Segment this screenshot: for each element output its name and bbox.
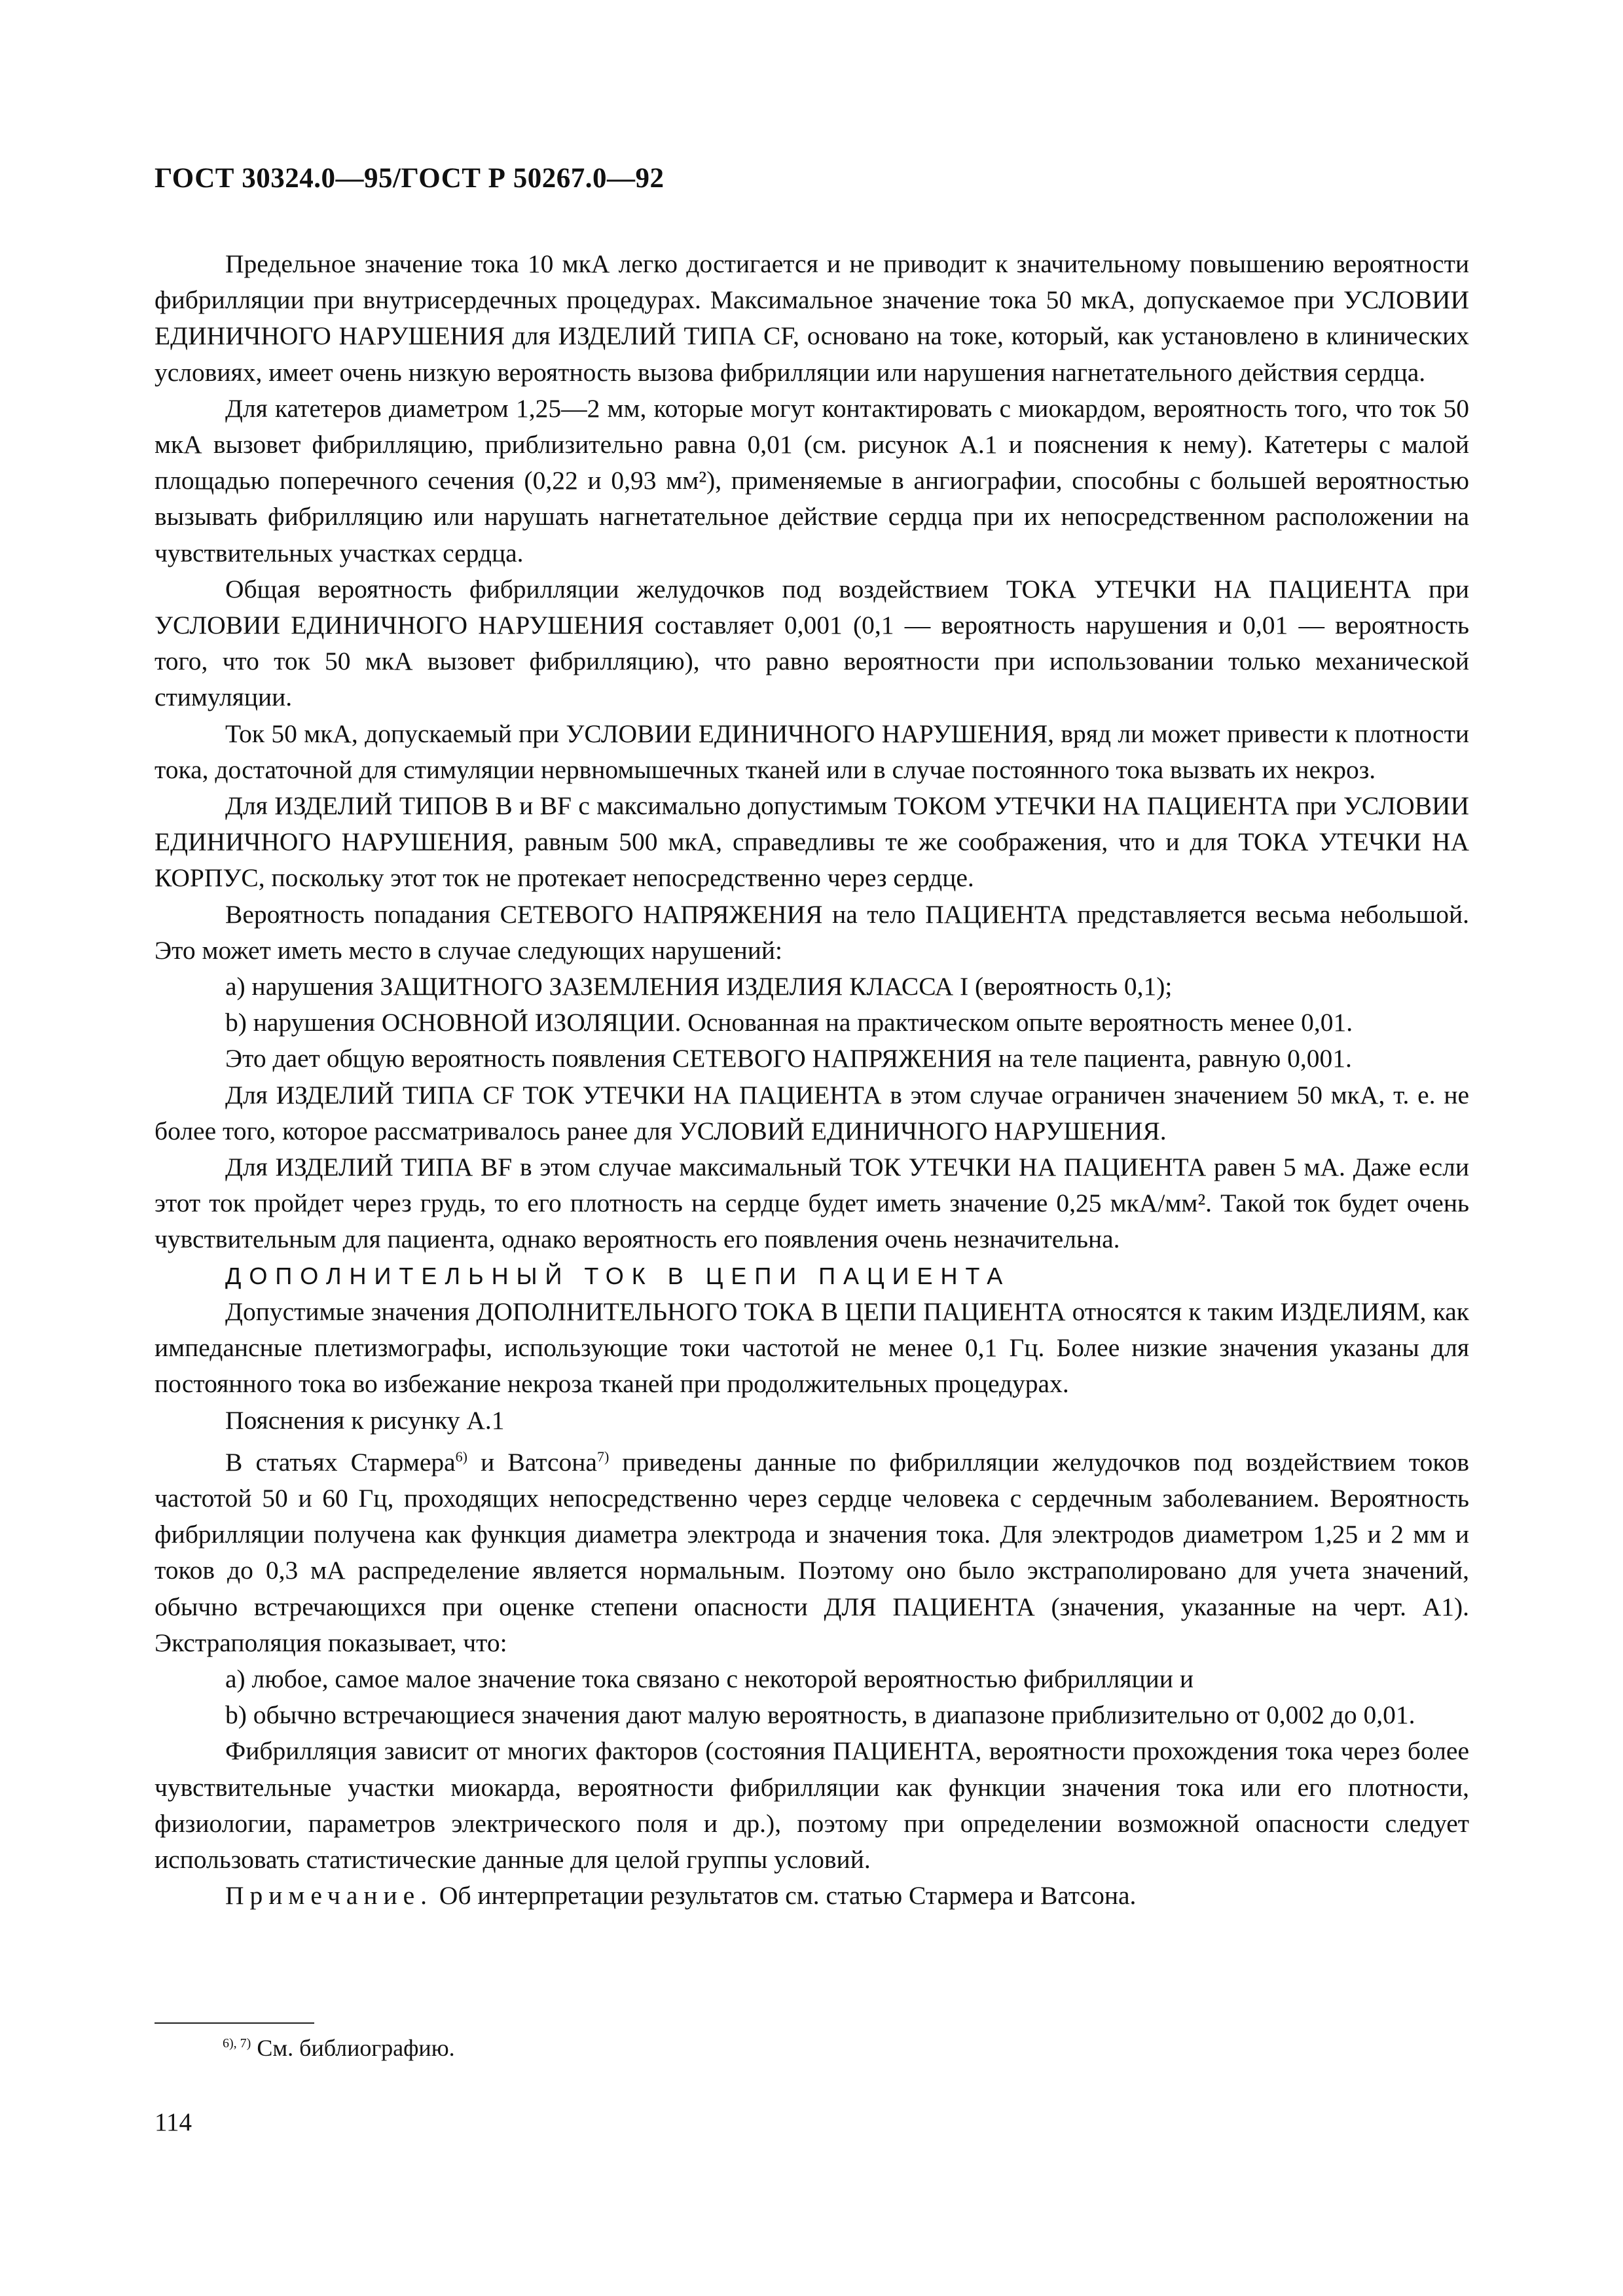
- paragraph: Пояснения к рисунку А.1: [225, 1405, 505, 1435]
- list-item: а) нарушения ЗАЩИТНОГО ЗАЗЕМЛЕНИЯ ИЗДЕЛИЯ КЛАССА I (вероятность 0,1);: [225, 972, 1173, 1001]
- list-item: b) нарушения ОСНОВНОЙ ИЗОЛЯЦИИ. Основанная на практическом опыте вероятность менее 0,01.: [225, 1008, 1353, 1037]
- footnote-marks: 6), 7): [223, 2036, 251, 2051]
- list-item: b) обычно встречающиеся значения дают малую вероятность, в диапазоне приблизительно от 0,002 до 0,01.: [225, 1700, 1415, 1730]
- paragraph: Это дает общую вероятность появления СЕТЕВОГО НАПРЯЖЕНИЯ на теле пациента, равную 0,001.: [225, 1044, 1352, 1073]
- document-header: ГОСТ 30324.0—95/ГОСТ Р 50267.0—92: [155, 163, 665, 194]
- ref-text: В статьях Стармера: [225, 1447, 456, 1477]
- paragraph: Допустимые значения ДОПОЛНИТЕЛЬНОГО ТОКА В ЦЕПИ ПАЦИЕНТА относятся к таким ИЗДЕЛИЯМ, как импедансные плетизмографы, использующие токи частотой не менее 0,1 Гц. Более низкие значения указаны для постоянного тока во избежание некроза тканей при продолжительных процедурах.: [155, 1297, 1469, 1399]
- footnote-ref: 7): [596, 1448, 610, 1465]
- page-number: 114: [155, 2108, 192, 2136]
- ref-text: и Ватсона: [467, 1447, 597, 1477]
- paragraph: Для ИЗДЕЛИЙ ТИПА CF ТОК УТЕЧКИ НА ПАЦИЕНТА в этом случае ограничен значением 50 мкА, т. е. не более того, которое рассматривалось ранее для УСЛОВИЙ ЕДИНИЧНОГО НАРУШЕНИЯ.: [155, 1080, 1469, 1145]
- section-heading: ДОПОЛНИТЕЛЬНЫЙ ТОК В ЦЕПИ ПАЦИЕНТА: [225, 1262, 1011, 1289]
- footnote-text: См. библиографию.: [251, 2035, 455, 2061]
- ref-text: приведены данные по фибрилляции желудочков под воздействием токов частотой 50 и 60 Гц, проходящих непосредственно через сердце человека с сердечным заболеванием. Вероятность фибрилляции получена как функция диаметра электрода и значения тока. Для электродов диаметром 1,25 и 2 мм и токов до 0,3 мА распределение является нормальным. Поэтому оно было экстраполировано для учета значений, обычно встречающихся при оценке степени опасности ДЛЯ ПАЦИЕНТА (значения, указанные на черт. А1). Экстраполяция показывает, что:: [155, 1447, 1470, 1657]
- paragraph: Общая вероятность фибрилляции желудочков под воздействием ТОКА УТЕЧКИ НА ПАЦИЕНТА при УСЛОВИИ ЕДИНИЧНОГО НАРУШЕНИЯ составляет 0,001 (0,1 — вероятность нарушения и 0,01 — вероятность того, что ток 50 мкА вызовет фибрилляцию), что равно вероятности при использовании только механической стимуляции.: [155, 574, 1469, 712]
- paragraph: Для ИЗДЕЛИЙ ТИПОВ В и BF с максимально допустимым ТОКОМ УТЕЧКИ НА ПАЦИЕНТА при УСЛОВИИ ЕДИНИЧНОГО НАРУШЕНИЯ, равным 500 мкА, справедливы те же соображения, что и для ТОКА УТЕЧКИ НА КОРПУС, поскольку этот ток не протекает непосредственно через сердце.: [155, 791, 1469, 893]
- note-label: Примечание.: [225, 1881, 433, 1910]
- paragraph: Ток 50 мкА, допускаемый при УСЛОВИИ ЕДИНИЧНОГО НАРУШЕНИЯ, вряд ли может привести к плотности тока, достаточной для стимуляции нервномышечных тканей или в случае постоянного тока вызвать их некроз.: [155, 719, 1469, 784]
- footnote-ref: 6): [455, 1448, 467, 1465]
- paragraph: Фибрилляция зависит от многих факторов (состояния ПАЦИЕНТА, вероятности прохождения тока через более чувствительные участки миокарда, вероятности фибрилляции как функции значения тока или его плотности, физиологии, параметров электрического поля и др.), поэтому при определении возможной опасности следует использовать статистические данные для целой группы условий.: [155, 1736, 1469, 1874]
- footnote: [223, 2034, 455, 2062]
- paragraph-with-references: [155, 1439, 1469, 1661]
- paragraph: Предельное значение тока 10 мкА легко достигается и не приводит к значительному повышению вероятности фибрилляции при внутрисердечных процедурах. Максимальное значение тока 50 мкА, допускаемое при УСЛОВИИ ЕДИНИЧНОГО НАРУШЕНИЯ для ИЗДЕЛИЙ ТИПА CF, основано на токе, который, как установлено в клинических условиях, имеет очень низкую вероятность вызова фибрилляции или нарушения нагнетательного действия сердца.: [155, 249, 1469, 387]
- paragraph: Для катетеров диаметром 1,25—2 мм, которые могут контактировать с миокардом, вероятность того, что ток 50 мкА вызовет фибрилляцию, приблизительно равна 0,01 (см. рисунок А.1 и пояснения к нему). Катетеры с малой площадью поперечного сечения (0,22 и 0,93 мм²), применяемые в ангиографии, способны с большей вероятностью вызывать фибрилляцию или нарушать нагнетательное действие сердца при их непосредственном расположении на чувствительных участках сердца.: [155, 393, 1469, 567]
- document-body: [155, 246, 1469, 1914]
- paragraph: Вероятность попадания СЕТЕВОГО НАПРЯЖЕНИЯ на тело ПАЦИЕНТА представляется весьма небольшой. Это может иметь место в случае следующих нарушений:: [155, 899, 1469, 965]
- note: [155, 1878, 1469, 1914]
- list-item: а) любое, самое малое значение тока связано с некоторой вероятностью фибрилляции и: [225, 1664, 1194, 1694]
- paragraph: Для ИЗДЕЛИЙ ТИПА BF в этом случае максимальный ТОК УТЕЧКИ НА ПАЦИЕНТА равен 5 мА. Даже если этот ток пройдет через грудь, то его плотность на сердце будет иметь значение 0,25 мкА/мм². Такой ток будет очень чувствительным для пациента, однако вероятность его появления очень незначительна.: [155, 1153, 1469, 1254]
- note-text: Об интерпретации результатов см. статью Стармера и Ватсона.: [433, 1881, 1137, 1910]
- footnote-divider: [155, 2022, 314, 2024]
